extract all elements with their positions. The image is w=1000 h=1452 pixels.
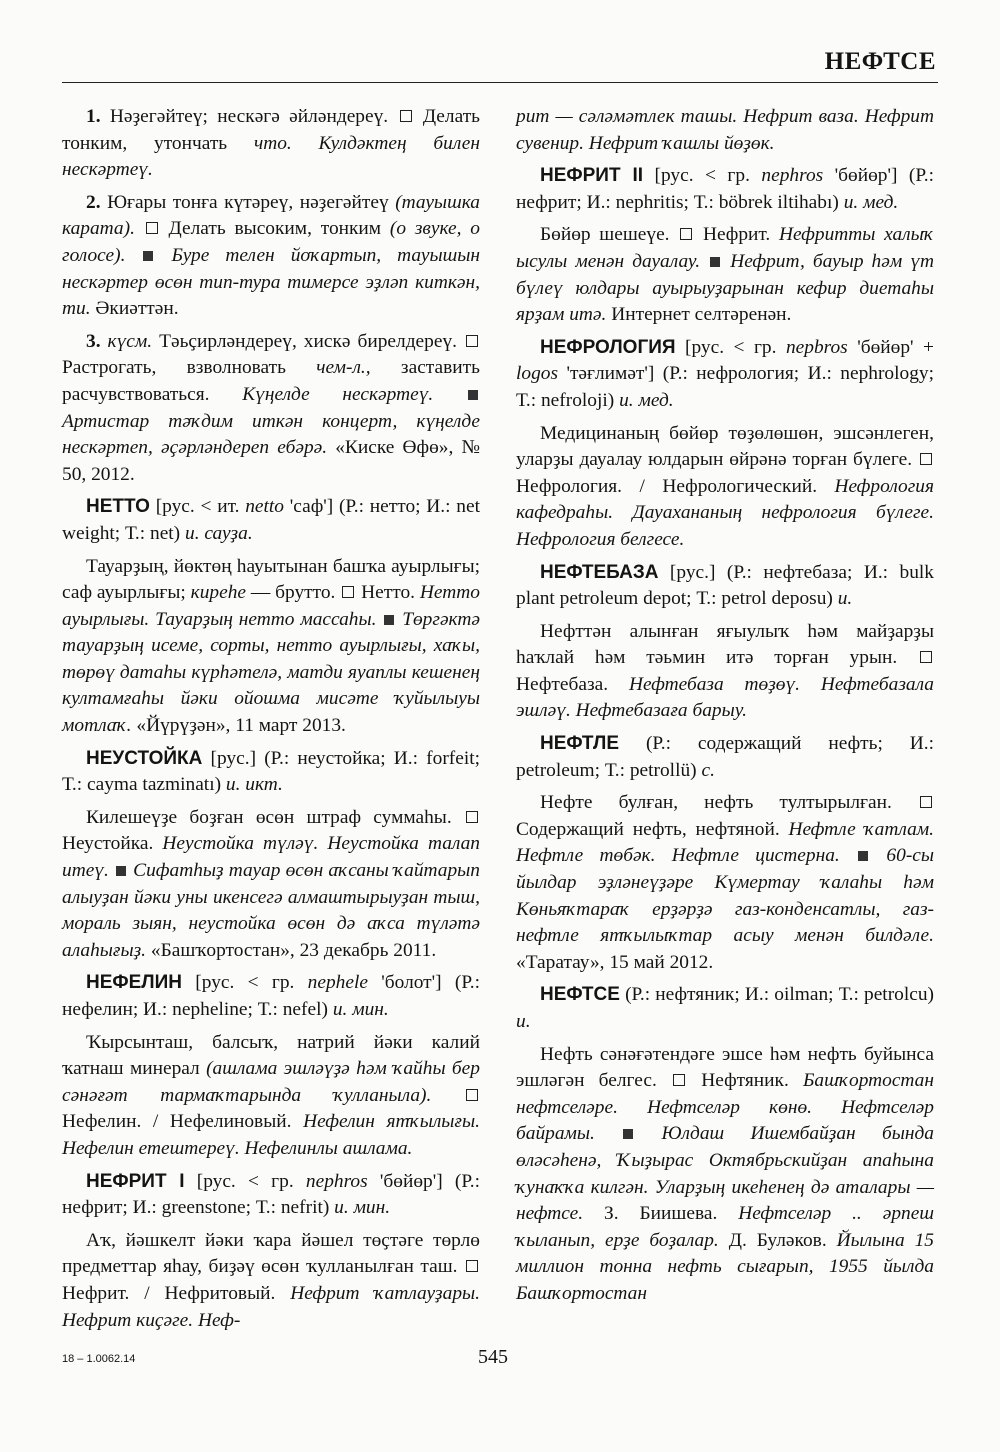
translation: Нефелин. / Нефелиновый. [62,1111,292,1133]
translation-square-icon [400,110,412,122]
headword: НЕФРИТ I [86,1170,185,1192]
example: что. Кулдәктең билен нескәртеү. [62,132,480,181]
translation: Делать тонким, утончать [62,106,481,154]
citation: Йылына 15 миллион тонна нефть сығарып, 1955 йылда Башҡортостан [516,1229,934,1304]
entry-neustoyka-head [62,746,480,799]
example: Башҡортостан нефтселәре. Нефтселәр көнө. Нефтселәр байрамы. [516,1070,934,1145]
etymology: 'бөйөр' + [857,336,934,358]
grammar-label: и. [516,1011,531,1032]
example: Нефрология кафедраһы. Дауахананың нефрология бүлеге. Нефрология белгесе. [516,475,934,550]
left-column [62,104,480,1340]
translation-square-icon [466,1260,478,1272]
citation: Нефтселәр .. әрпеш ҡыланып, ерҙе боҙалар. [516,1203,934,1251]
citation: Нефрит, бауыр һәм үт бүлеү юлдары ауырыуҙарынан кефир диетаһы ярҙам итә. [516,250,934,326]
translation-square-icon [920,796,932,808]
translation: Нефрология. / Нефрологический. [516,475,818,497]
example: рит — сәләмәтлек ташы. Нефрит ваза. Нефрит сувенир. Нефрит ҡашлы йөҙөк. [516,106,934,154]
translation: Нетто. [361,582,415,604]
grammar-label: с. [701,759,715,781]
running-head: НЕФТСЕ [824,48,936,75]
citation-source: «Башҡортостан», 23 декабрь 2011. [150,939,437,961]
translation-square-icon [680,228,692,240]
headword: НЕФТЕБАЗА [540,561,659,583]
translation: Нефрит. / Нефритовый. [62,1282,276,1304]
etymology: 'тәғлимәт'] (Р.: нефрология; И.: nephrology; Т.: nefroloji) [516,363,934,411]
citation-block-icon [384,615,394,625]
citation-source: «Йүрүҙән», 11 март 2013. [136,715,346,737]
grammar-label: и. мин. [334,1197,391,1219]
grammar-label: и. сауҙа. [185,522,253,544]
example: Нефтебаза төҙөү. Нефтебазала эшләү. Нефтебазаға барыу. [516,673,934,722]
sense-number: 3. [86,330,101,352]
translation: Содержащий нефть, нефтяной. [516,818,780,840]
entry-nefrit1-head [62,1169,480,1222]
note: чем-л., [316,357,371,379]
entry-neftle-body [516,790,934,976]
right-column [516,104,934,1314]
grammar-label: и. мед. [843,191,899,213]
citation-source: «Киске Өфө», № 50, 2012. [62,437,480,485]
note: киреһе [190,582,246,604]
translation-square-icon [466,811,478,823]
citation-source: «Таратау», 15 май 2012. [516,951,714,973]
definition: Бөйөр шешеүе. [540,224,670,246]
headword: НЕФРОЛОГИЯ [540,336,676,358]
etymon: nephele [307,972,368,994]
example: Нефрит ҡатлауҙары. Нефрит киҫәге. Неф- [62,1282,480,1331]
etymology: [рус. < ит. [155,496,240,518]
entry-netto-body [62,554,480,740]
citation: Буре телен йоҡартып, тауышын нескәртер өсөн тип-тура тимерсе эҙләп киткән, ти. [62,244,480,320]
translation: Нефтебаза. [516,673,609,695]
etymology: [рус. < гр. [196,1170,294,1192]
entry-neustoyka-body [62,805,480,965]
translation-square-icon [342,586,354,598]
definition: Нефттән алынған яғыулыҡ һәм майҙарҙы һаҡлай һәм тәьмин итә торған урын. [516,620,934,669]
entry-sense-2 [62,190,480,323]
translation-square-icon [920,651,932,663]
entry-neftebaza-body [516,619,934,725]
etymology: [рус. < гр. [195,972,295,994]
translation: Нефрит. [702,224,771,246]
translation: Делать высоким, тонким [168,218,382,240]
entry-neftebaza-head [516,560,934,613]
citation: Төргәктә тауарҙың исеме, сорты, нетто ауырлығы, хаҡы, төрөү датаһы күрһәтелә, матди яуаплы кешенең култамғаһы йәки ойошма мисәте ҡуйылыуы мотлаҡ. [62,608,480,737]
etymon: nephros [305,1170,368,1192]
example: Күңелде нескәртеү. [242,383,434,405]
example: Нефритты халыҡ ысулы менән дауалау. [516,224,934,272]
citation-block-icon [143,251,153,261]
entry-nefrit1-body [62,1228,480,1334]
translation: Нефтяник. [701,1070,789,1092]
grammar-label: и. икт. [225,774,283,796]
translation-square-icon [146,222,158,234]
label: күсм. [107,330,153,352]
translation: Неустойка. [62,833,154,855]
definition: Нәҙегәйтеү; нескәгә әйләндереү. [109,106,389,127]
citation: 60-сы йылдар эҙләнеүҙәре Күмертау ҡалаһы һәм Көньяҡтараҡ ерҙәрҙә газ-конденсатлы, газ-нефтле ятҡылыҡтар асыу менән билдәле. [516,845,935,947]
headword: НЕТТО [86,496,150,518]
citation-block-icon [710,257,720,267]
headword: НЕФТЛЕ [540,733,620,755]
grammar-label: и. мин. [332,999,389,1020]
citation-block-icon [623,1129,633,1139]
citation-block-icon [116,866,126,876]
entry-nefrit2-head [516,163,934,216]
definition: Ҡырсынташ, балсыҡ, натрий йәки калий ҡатнаш минерал [62,1031,480,1080]
definition: Тауарҙың, йөктөң һауытынан башҡа ауырлығы; саф ауырлығы; [62,555,480,604]
entry-nefelin-body [62,1030,480,1163]
citation-source: З. Биишева. [604,1203,718,1225]
entry-nefelin-head [62,970,480,1023]
entry-neftse-body [516,1042,934,1308]
entry-nefrit2-body [516,222,934,328]
definition: Нефть сәнәғәтендәге эшсе һәм нефть буйынса эшләгән белгес. [516,1043,934,1092]
translation-square-icon [466,335,478,347]
entry-sense-3 [62,329,480,489]
translation-square-icon [920,453,932,465]
note: (о звуке, о голосе). [62,218,480,266]
example: Нефелин ятҡылығы. Нефелин етештереү. Нефелинлы ашлама. [62,1111,480,1159]
etymology: [рус.] (Р.: неустойка; И.: forfeit; Т.: cayma tazminatı) [62,747,481,796]
etymology: (Р.: содержащий нефть; И.: petroleum; Т.: petrollü) [516,733,934,781]
example: Нетто ауырлығы. Тауарҙың нетто массаһы. [62,582,480,630]
page-number: 545 [478,1346,508,1368]
definition: Юғары тонға күтәреү, нәҙегәйтеү [107,191,389,213]
note: (ашлама эшләүҙә һәм ҡайһы бер сәнәғәт тармаҡтарында ҡулланыла). [62,1058,480,1106]
entry-nefrit1-continued [516,104,934,157]
headword: НЕУСТОЙКА [86,747,203,769]
note: (тауышка карата). [62,191,480,240]
citation-block-icon [858,851,868,861]
citation: Артистар тәҡдим иткән концерт, күңелде нескәртеп, әҫәрләндереп ебәрә. [62,410,480,459]
headword: НЕФТСЕ [540,984,620,1006]
etymology: [рус. < гр. [654,165,750,187]
headword: НЕФЕЛИН [86,972,182,994]
citation-source: Д. Буләков. [728,1229,827,1251]
grammar-label: и. мед. [619,389,674,411]
etymology: 'бөйөр'] (Р.: нефрит; И.: nephritis; Т.: böbrek iltihabı) [516,165,934,213]
etymon: logos [516,363,559,385]
etymon: nephros [761,165,824,187]
etymology: 'саф'] (Р.: нетто; И.: net weight; Т.: net) [62,496,480,544]
citation-block-icon [468,390,478,400]
citation-source: Әкиәттән. [95,298,179,320]
translation-square-icon [466,1089,478,1101]
citation-source: Интернет селтәренән. [611,304,792,326]
etymology: 'болот'] (Р.: нефелин; И.: nepheline; Т.: nefel) [62,972,480,1020]
definition: Килешеүҙе боҙған өсөн штраф суммаһы. [86,806,452,828]
translation: заставить расчувствоваться. [62,357,480,405]
definition: Нефте булған, нефть тултырылған. [540,792,892,814]
definition: Медицинаның бөйөр төҙөлөшөн, эшсәнлеген, уларҙы дауалау юлдарын өйрәнә торған бүлеге. [516,422,934,471]
etymon: netto [245,496,284,518]
entry-nefrologiya-body [516,421,934,554]
etymology: 'бөйөр'] (Р.: нефрит; И.: greenstone; Т.: nefrit) [62,1170,480,1219]
example: Неустойка түләү. Неустойка талап итеү. [62,833,480,882]
translation-square-icon [673,1074,685,1086]
etymology: [рус.] (Р.: нефтебаза; И.: bulk plant petroleum depot; Т.: petrol deposu) [516,561,934,610]
etymology: [рус. < гр. [685,336,777,358]
citation: Юлдаш Ишембайҙан бында өләсәһенә, Ҡыҙырас Октябрьскийҙан апаһына ҡунаҡҡа килгән. Уларҙың икеһенең дә аталары — нефтсе. [516,1123,934,1225]
header-rule [62,82,938,83]
example: Нефтле ҡатлам. Нефтле төбәк. Нефтле цистерна. [516,818,934,867]
grammar-label: и. [837,588,853,610]
definition: Аҡ, йәшкелт йәки ҡара йәшел төҫтәге төрлө предметтар яһау, биҙәү өсөн ҡулланылған таш. [62,1229,480,1278]
sense-number: 1. [86,106,101,127]
printer-signature: 18 – 1.0062.14 [62,1353,136,1365]
etymology: (Р.: нефтяник; И.: oilman; Т.: petrolcu) [625,984,934,1006]
entry-nefrologiya-head [516,335,934,415]
entry-sense-1 [62,104,480,184]
translation: Растрогать, взволновать [62,357,286,379]
entry-netto-head [62,494,480,547]
entry-neftle-head [516,731,934,784]
headword: НЕФРИТ II [540,165,644,187]
sense-number: 2. [86,191,101,213]
definition: — брутто. [250,582,336,604]
entry-neftse-head [516,982,934,1035]
definition: Тәьҫирләндереү, хискә бирелдереү. [159,330,458,352]
citation: Сифатһыҙ тауар өсөн аҡсаны ҡайтарып алыуҙан йәки уны икенсегә алмаштырыуҙан тыш, мораль зыян, неустойка өсөн дә аҡса түләтә алаһығыҙ. [62,860,480,961]
etymon: nepbros [785,336,848,358]
